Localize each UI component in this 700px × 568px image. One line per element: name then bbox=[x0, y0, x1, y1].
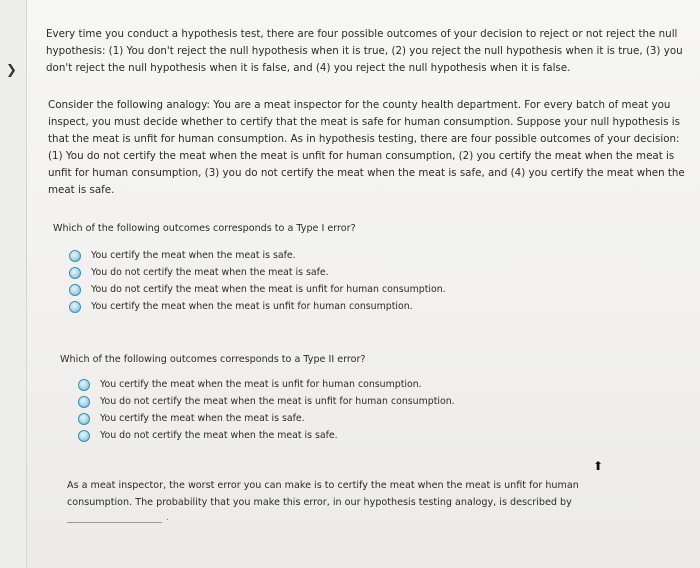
radio-option[interactable] bbox=[78, 410, 455, 427]
radio-option[interactable] bbox=[69, 264, 446, 281]
radio-button-icon[interactable] bbox=[78, 379, 90, 391]
intro-paragraph: Every time you conduct a hypothesis test, there are four possible outcomes of your decision to reject or not reject the null hypothesis: (1) You don't reject the null hypothesis when it is true, (2) you reject the null hypothesis when it is true, (3) you don't reject the null hypothesis when it is false, and (4) you reject the null hypothesis when it is false. bbox=[46, 28, 683, 74]
option-label[interactable]: You certify the meat when the meat is safe. bbox=[100, 413, 305, 424]
option-label[interactable]: You do not certify the meat when the meat is safe. bbox=[91, 267, 329, 278]
radio-button-icon[interactable] bbox=[69, 284, 81, 296]
question-page bbox=[27, 0, 700, 568]
radio-option[interactable] bbox=[78, 427, 455, 444]
radio-button-icon[interactable] bbox=[69, 301, 81, 313]
type-one-options bbox=[69, 247, 446, 315]
answer-blank-dropdown[interactable] bbox=[67, 522, 162, 523]
option-label[interactable]: You certify the meat when the meat is unfit for human consumption. bbox=[91, 301, 413, 312]
left-nav-strip bbox=[0, 0, 27, 568]
radio-button-icon[interactable] bbox=[69, 267, 81, 279]
type-two-options bbox=[78, 376, 455, 444]
option-label[interactable]: You certify the meat when the meat is unfit for human consumption. bbox=[100, 379, 422, 390]
radio-option[interactable] bbox=[78, 393, 455, 410]
chevron-right-icon[interactable]: ❯ bbox=[6, 63, 17, 78]
radio-button-icon[interactable] bbox=[78, 413, 90, 425]
radio-option[interactable] bbox=[69, 281, 446, 298]
option-label[interactable]: You do not certify the meat when the meat is unfit for human consumption. bbox=[100, 396, 455, 407]
radio-button-icon[interactable] bbox=[69, 250, 81, 262]
type-one-question: Which of the following outcomes corresponds to a Type I error? bbox=[53, 223, 356, 234]
analogy-paragraph: Consider the following analogy: You are a meat inspector for the county health department. For every batch of meat you inspect, you must decide whether to certify that the meat is safe for human consumption. Suppose your null hypothesis is that the meat is unfit for human consumption. As in hypothesis testing, there are four possible outcomes of your decision: (1) You do not certify the meat when the meat is unfit for human consumption, (2) you certify the meat when the meat is unfit for human consumption, (3) you do not certify the meat when the meat is safe, and (4) you certify the meat when the meat is safe. bbox=[48, 99, 685, 196]
radio-button-icon[interactable] bbox=[78, 430, 90, 442]
mouse-cursor-icon: ⬆ bbox=[593, 459, 604, 473]
radio-button-icon[interactable] bbox=[78, 396, 90, 408]
option-label[interactable]: You do not certify the meat when the meat is safe. bbox=[100, 430, 338, 441]
radio-option[interactable] bbox=[69, 298, 446, 315]
blank-trailing-period: . bbox=[166, 513, 169, 523]
option-label[interactable]: You certify the meat when the meat is safe. bbox=[91, 250, 296, 261]
option-label[interactable]: You do not certify the meat when the meat is unfit for human consumption. bbox=[91, 284, 446, 295]
worst-error-question: As a meat inspector, the worst error you can make is to certify the meat when the meat is unfit for human consumption. The probability that you make this error, in our hypothesis testing analogy, is described by bbox=[67, 480, 579, 508]
radio-option[interactable] bbox=[78, 376, 455, 393]
type-two-question: Which of the following outcomes corresponds to a Type II error? bbox=[60, 354, 366, 365]
radio-option[interactable] bbox=[69, 247, 446, 264]
